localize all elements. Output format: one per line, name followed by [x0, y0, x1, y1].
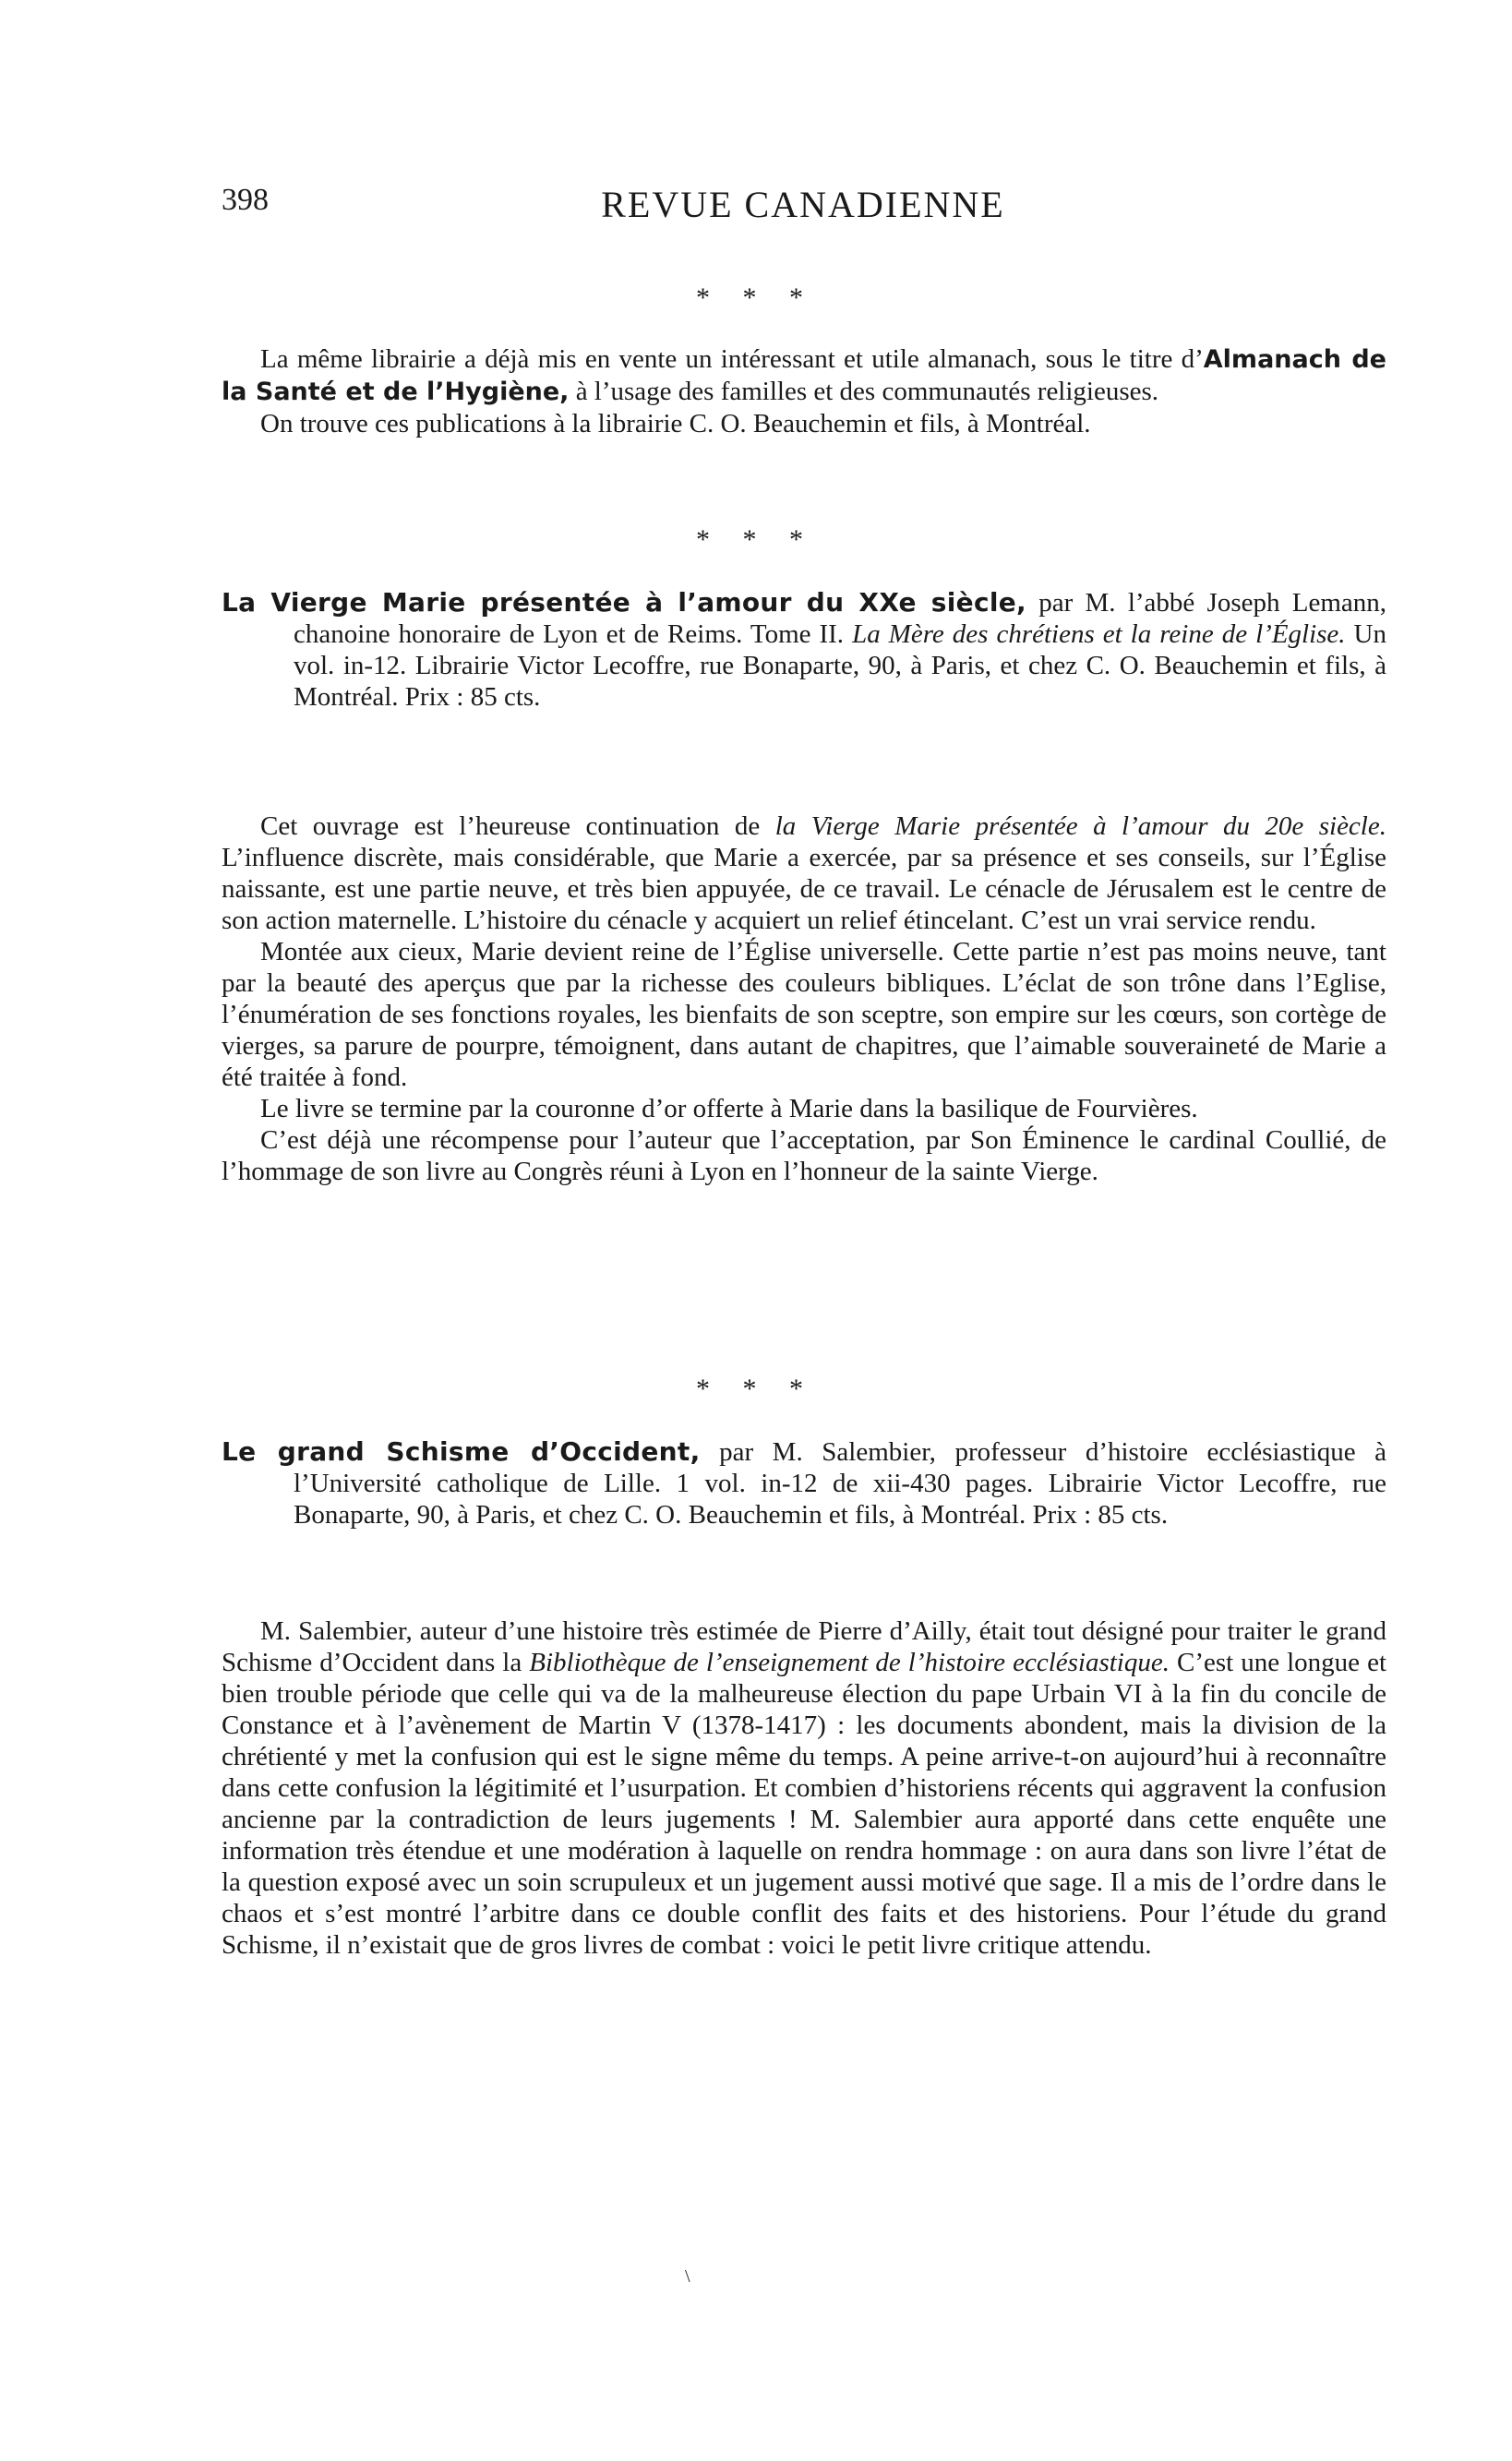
almanach-availability: On trouve ces publications à la librairie C. O. Beauchemin et fils, à Montréal. — [260, 409, 1091, 438]
almanach-notice — [222, 343, 1386, 439]
review-paragraph: Montée aux cieux, Marie devient reine de l’Église universelle. Cette partie n’est pas moins neuve, tant par la beauté des aperçus que par la richesse des couleurs bibliques. L’éclat de son trône dans l’Eglise, l’énumération de ses fonctions royales, les bienfaits de son sceptre, son empire sur les cœurs, son cortège de vierges, sa parure de pourpre, témoignent, dans autant de chapitres, que l’aimable souveraineté de Marie a été traitée à fond. — [222, 937, 1386, 1092]
section-separator: * * * — [696, 1374, 816, 1404]
review-paragraph: M. Salembier, auteur d’une histoire très estimée de Pierre d’Ailly, était tout désigné pour traiter le grand Schisme d’Occident dans la Bibliothèque de l’enseignement de l’histoire ecclésiastique. C’est une longue et bien trouble période que celle qui va de la malheureuse élection du pape Urbain VI à la fin du concile de Constance et à l’avènement de Martin V (1378-1417) : les documents abondent, mais la division de la chrétienté y met la confusion qui est le signe même du temps. A peine arrive-t-on aujourd’hui à reconnaître dans cette confusion la légitimité et l’usurpation. Et combien d’historiens récents qui aggravent la confusion ancienne par la contradiction de leurs jugements ! M. Salembier aura apporté dans cette enquête une information très étendue et une modération à laquelle on rendra hommage : on aura dans son livre l’état de la question exposé avec un soin scrupuleux et un jugement aussi motivé que sage. Il a mis de l’ordre dans le chaos et s’est montré l’arbitre dans ce double conflit des faits et des historiens. Pour l’étude du grand Schisme, il n’existait que de gros livres de combat : voici le petit livre critique attendu. — [222, 1616, 1386, 1960]
almanach-title: Almanach de la Santé et de l’Hygiène, — [222, 345, 1386, 406]
book-reference-schisme: Le grand Schisme d’Occident, par M. Salembier, professeur d’histoire ecclésiastique à l’Université catholique de Lille. 1 vol. in-12 de xii-430 pages. Librairie Victor Lecoffre, rue Bonaparte, 90, à Paris, et chez C. O. Beauchemin et fils, à Montréal. Prix : 85 cts. — [222, 1436, 1387, 1530]
page-header — [222, 183, 1385, 238]
section-separator: * * * — [696, 524, 816, 555]
review-vierge — [222, 810, 1386, 1187]
subtitle-italic: La Mère des chrétiens et la reine de l’Église. — [852, 619, 1346, 649]
review-paragraph: C’est déjà une récompense pour l’auteur que l’acceptation, par Son Éminence le cardinal Coullié, de l’hommage de son livre au Congrès réuni à Lyon en l’honneur de la sainte Vierge. — [222, 1125, 1386, 1186]
running-title: REVUE CANADIENNE — [601, 184, 1005, 225]
stray-print-mark: \ — [685, 2266, 690, 2287]
almanach-paragraph: La même librairie a déjà mis en vente un intéressant et utile almanach, sous le titre d’Almanach de la Santé et de l’Hygiène, à l’usage des familles et des communautés religieuses. — [222, 344, 1386, 406]
review-paragraph: Le livre se termine par la couronne d’or offerte à Marie dans la basilique de Fourvières. — [260, 1094, 1198, 1123]
review-paragraph: Cet ouvrage est l’heureuse continuation de la Vierge Marie présentée à l’amour du 20e siècle. L’influence discrète, mais considérable, que Marie a exercée, par sa présence et ses conseils, sur l’Église naissante, est une partie neuve, et très bien appuyée, de ce travail. Le cénacle de Jérusalem est le centre de son action maternelle. L’histoire du cénacle y acquiert un relief étincelant. C’est un vrai service rendu. — [222, 811, 1386, 935]
book-reference-vierge: La Vierge Marie présentée à l’amour du XXe siècle, par M. l’abbé Joseph Lemann, chanoine honoraire de Lyon et de Reims. Tome II. La Mère des chrétiens et la reine de l’Église. Un vol. in-12. Librairie Victor Lecoffre, rue Bonaparte, 90, à Paris, et chez C. O. Beauchemin et fils, à Montréal. Prix : 85 cts. — [222, 587, 1386, 712]
page-number: 398 — [222, 183, 269, 217]
review-schisme — [222, 1615, 1386, 1961]
section-separator: * * * — [696, 282, 816, 313]
book-title-vierge: La Vierge Marie présentée à l’amour du XXe siècle, — [222, 587, 1026, 618]
book-title-schisme: Le grand Schisme d’Occident, — [222, 1436, 701, 1467]
